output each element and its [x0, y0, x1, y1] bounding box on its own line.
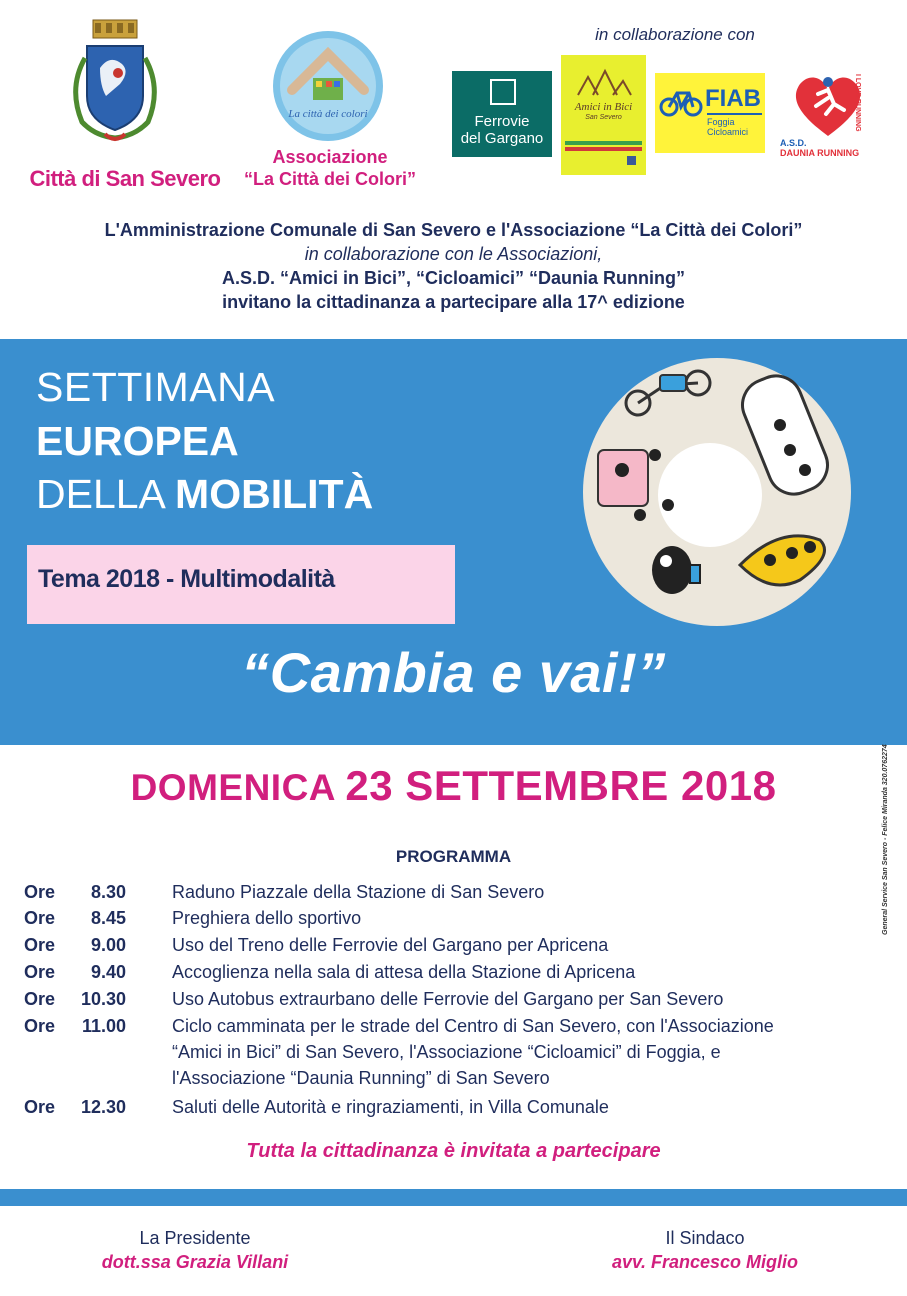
- ferrovie-gargano-logo: [452, 71, 552, 157]
- event-title-line3-b: MOBILITÀ: [175, 471, 374, 517]
- mobility-illustration: [580, 355, 855, 630]
- event-title-line1: SETTIMANA: [36, 364, 276, 410]
- association-name-line1: Associazione: [272, 147, 388, 167]
- citta-dei-colori-logo: [268, 28, 388, 143]
- event-title-line2: EUROPEA: [36, 418, 239, 464]
- program-item-desc: Ciclo camminata per le strade del Centro di San Severo, con l'Associazione: [172, 1016, 774, 1036]
- amici-in-bici-logo: [561, 55, 646, 175]
- signature-left: [60, 1226, 330, 1274]
- ferrovie-line2: del Gargano: [460, 130, 544, 147]
- program-item-label: Ore: [24, 989, 56, 1009]
- program-item-label: Ore: [24, 908, 56, 928]
- facebook-icon: [627, 156, 636, 165]
- program-item-time: 9.40: [90, 962, 126, 982]
- amici-logo-text: Amici in Bici: [574, 101, 633, 113]
- program-item-desc: Raduno Piazzale della Stazione di San Severo: [172, 882, 545, 902]
- event-title-line3-a: DELLA: [36, 471, 176, 517]
- program-item-label: Ore: [24, 935, 56, 955]
- ferrovie-mark-icon: [490, 79, 516, 105]
- program-item-time: 10.30: [80, 989, 126, 1009]
- intro-line3: A.S.D. “Amici in Bici”, “Cicloamici” “Daunia Running”: [221, 268, 686, 288]
- program-item: [24, 1013, 894, 1093]
- dauna-tagline: I LOVE RUNNING: [854, 74, 861, 132]
- daunia-running-logo: [780, 70, 875, 162]
- event-date: [0, 762, 907, 810]
- intro-line1: L'Amministrazione Comunale di San Severo e l'Associazione “La Città dei Colori”: [104, 220, 803, 240]
- program-item-desc: Uso Autobus extraurbano delle Ferrovie del Gargano per San Severo: [172, 989, 724, 1009]
- side-credit: General Service San Severo - Felice Miranda 320.0762274: [882, 744, 889, 935]
- program-item-time: 8.30: [90, 882, 126, 902]
- event-title-line3: [36, 468, 373, 520]
- association-name: [230, 146, 430, 190]
- intro-line4: invitano la cittadinanza a partecipare alla 17^ edizione: [222, 292, 685, 312]
- program-item-time: 8.45: [90, 908, 126, 928]
- dauna-line2: DAUNIA RUNNING: [780, 148, 860, 158]
- program-item-label: Ore: [24, 882, 56, 902]
- intro-text: [0, 218, 907, 314]
- event-day: DOMENICA: [130, 767, 335, 808]
- amici-logo-subtext: San Severo: [585, 114, 622, 121]
- city-crest-logo: [60, 18, 170, 148]
- program-item-desc: Saluti delle Autorità e ringraziamenti, in Villa Comunale: [172, 1097, 609, 1117]
- program-item-desc: Accoglienza nella sala di attesa della Stazione di Apricena: [172, 962, 636, 982]
- slogan: “Cambia e vai!”: [241, 641, 666, 704]
- program-item-label: Ore: [24, 962, 56, 982]
- program-title: PROGRAMMA: [395, 847, 512, 866]
- program-item-time: 12.30: [80, 1097, 126, 1117]
- program-item-desc: Preghiera dello sportivo: [172, 908, 362, 928]
- program-item-label: Ore: [24, 1016, 56, 1036]
- program-item-desc-line3: l'Associazione “Daunia Running” di San Severo: [172, 1068, 550, 1088]
- fiab-logo-sub1: Foggia: [707, 117, 735, 127]
- signature-left-name: dott.ssa Grazia Villani: [101, 1252, 289, 1272]
- collaboration-title: in collaborazione con: [595, 25, 755, 44]
- signature-left-role: La Presidente: [139, 1228, 251, 1248]
- fiab-logo-text: FIAB: [705, 85, 761, 112]
- program-item-time: 9.00: [90, 935, 126, 955]
- program-item-label: Ore: [24, 1097, 56, 1117]
- citta-dei-colori-logo-text: La città dei colori: [288, 108, 368, 120]
- dauna-line1: A.S.D.: [780, 138, 807, 148]
- footer-divider: [0, 1189, 907, 1206]
- ferrovie-line1: Ferrovie: [474, 113, 530, 130]
- event-date-rest: 23 SETTEMBRE 2018: [345, 762, 777, 809]
- signature-right-name: avv. Francesco Miglio: [611, 1252, 799, 1272]
- signature-right: [570, 1226, 840, 1274]
- invitation-line: Tutta la cittadinanza è invitata a partecipare: [246, 1140, 661, 1162]
- city-name: Città di San Severo: [29, 166, 221, 191]
- signature-right-role: Il Sindaco: [665, 1228, 745, 1248]
- program-item-desc-line2: “Amici in Bici” di San Severo, l'Associazione “Cicloamici” di Foggia, e: [172, 1042, 721, 1062]
- association-name-line2: “La Città dei Colori”: [243, 169, 416, 189]
- program-item-time: 11.00: [81, 1016, 126, 1036]
- program-item-desc: Uso del Treno delle Ferrovie del Gargano per Apricena: [172, 935, 609, 955]
- intro-line2: in collaborazione con le Associazioni,: [304, 244, 603, 264]
- fiab-logo: [655, 73, 765, 153]
- theme-text: Tema 2018 - Multimodalità: [38, 565, 335, 593]
- fiab-logo-sub2: Cicloamici: [707, 127, 749, 137]
